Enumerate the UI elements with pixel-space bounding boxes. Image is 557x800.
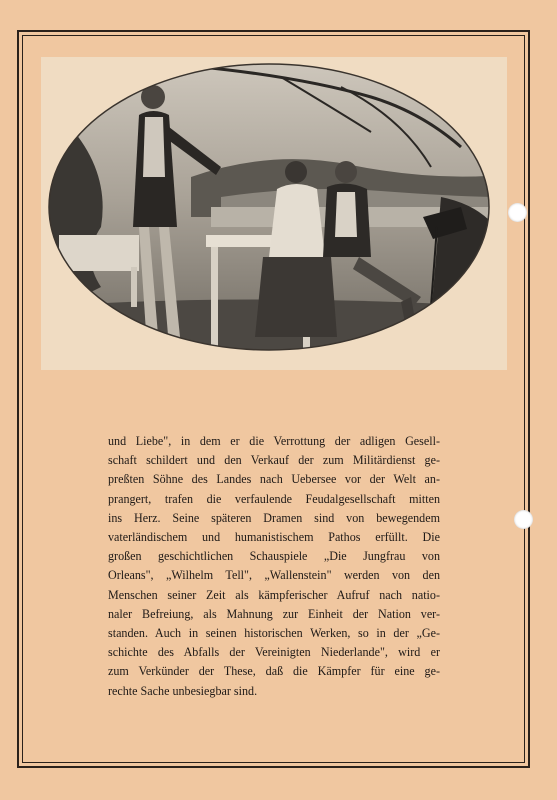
- text-line: ins Herz. Seine späteren Dramen sind von bewegendem: [108, 510, 440, 525]
- text-line: Menschen seiner Zeit als kämpferischer Aufruf nach natio-: [108, 587, 440, 602]
- text-line: schaft schildert und den Verkauf der zum Militärdienst ge-: [108, 453, 440, 468]
- text-line: Orleans", „Wilhelm Tell", „Wallenstein" werden von den: [108, 568, 440, 583]
- text-line: und Liebe", in dem er die Verrottung der adligen Gesell-: [108, 434, 440, 448]
- text-line: preßten Söhne des Landes nach Uebersee vor der Welt an-: [108, 472, 440, 487]
- text-line: standen. Auch in seinen historischen Werken, so in der „Ge-: [108, 626, 440, 641]
- punch-hole: [514, 510, 533, 529]
- text-line: vaterländischem und humanistischem Pathos erfüllt. Die: [108, 530, 440, 545]
- illustration-plate: [41, 57, 507, 370]
- punch-hole: [508, 203, 527, 222]
- text-line: großen geschichtlichen Schauspiele „Die Jungfrau von: [108, 549, 440, 564]
- illustration-engraving: [41, 57, 507, 370]
- text-line: schichte des Abfalls der Vereinigten Niederlande", wird er: [108, 645, 440, 660]
- text-line: naler Befreiung, als Mahnung zur Einheit der Nation ver-: [108, 606, 440, 621]
- body-paragraph: [108, 432, 440, 701]
- text-line: prangert, trafen die verfaulende Feudalgesellschaft mitten: [108, 491, 440, 506]
- text-line: rechte Sache unbesiegbar sind.: [108, 683, 258, 698]
- text-line: zum Verkünder der These, daß die Kämpfer für eine ge-: [108, 664, 440, 679]
